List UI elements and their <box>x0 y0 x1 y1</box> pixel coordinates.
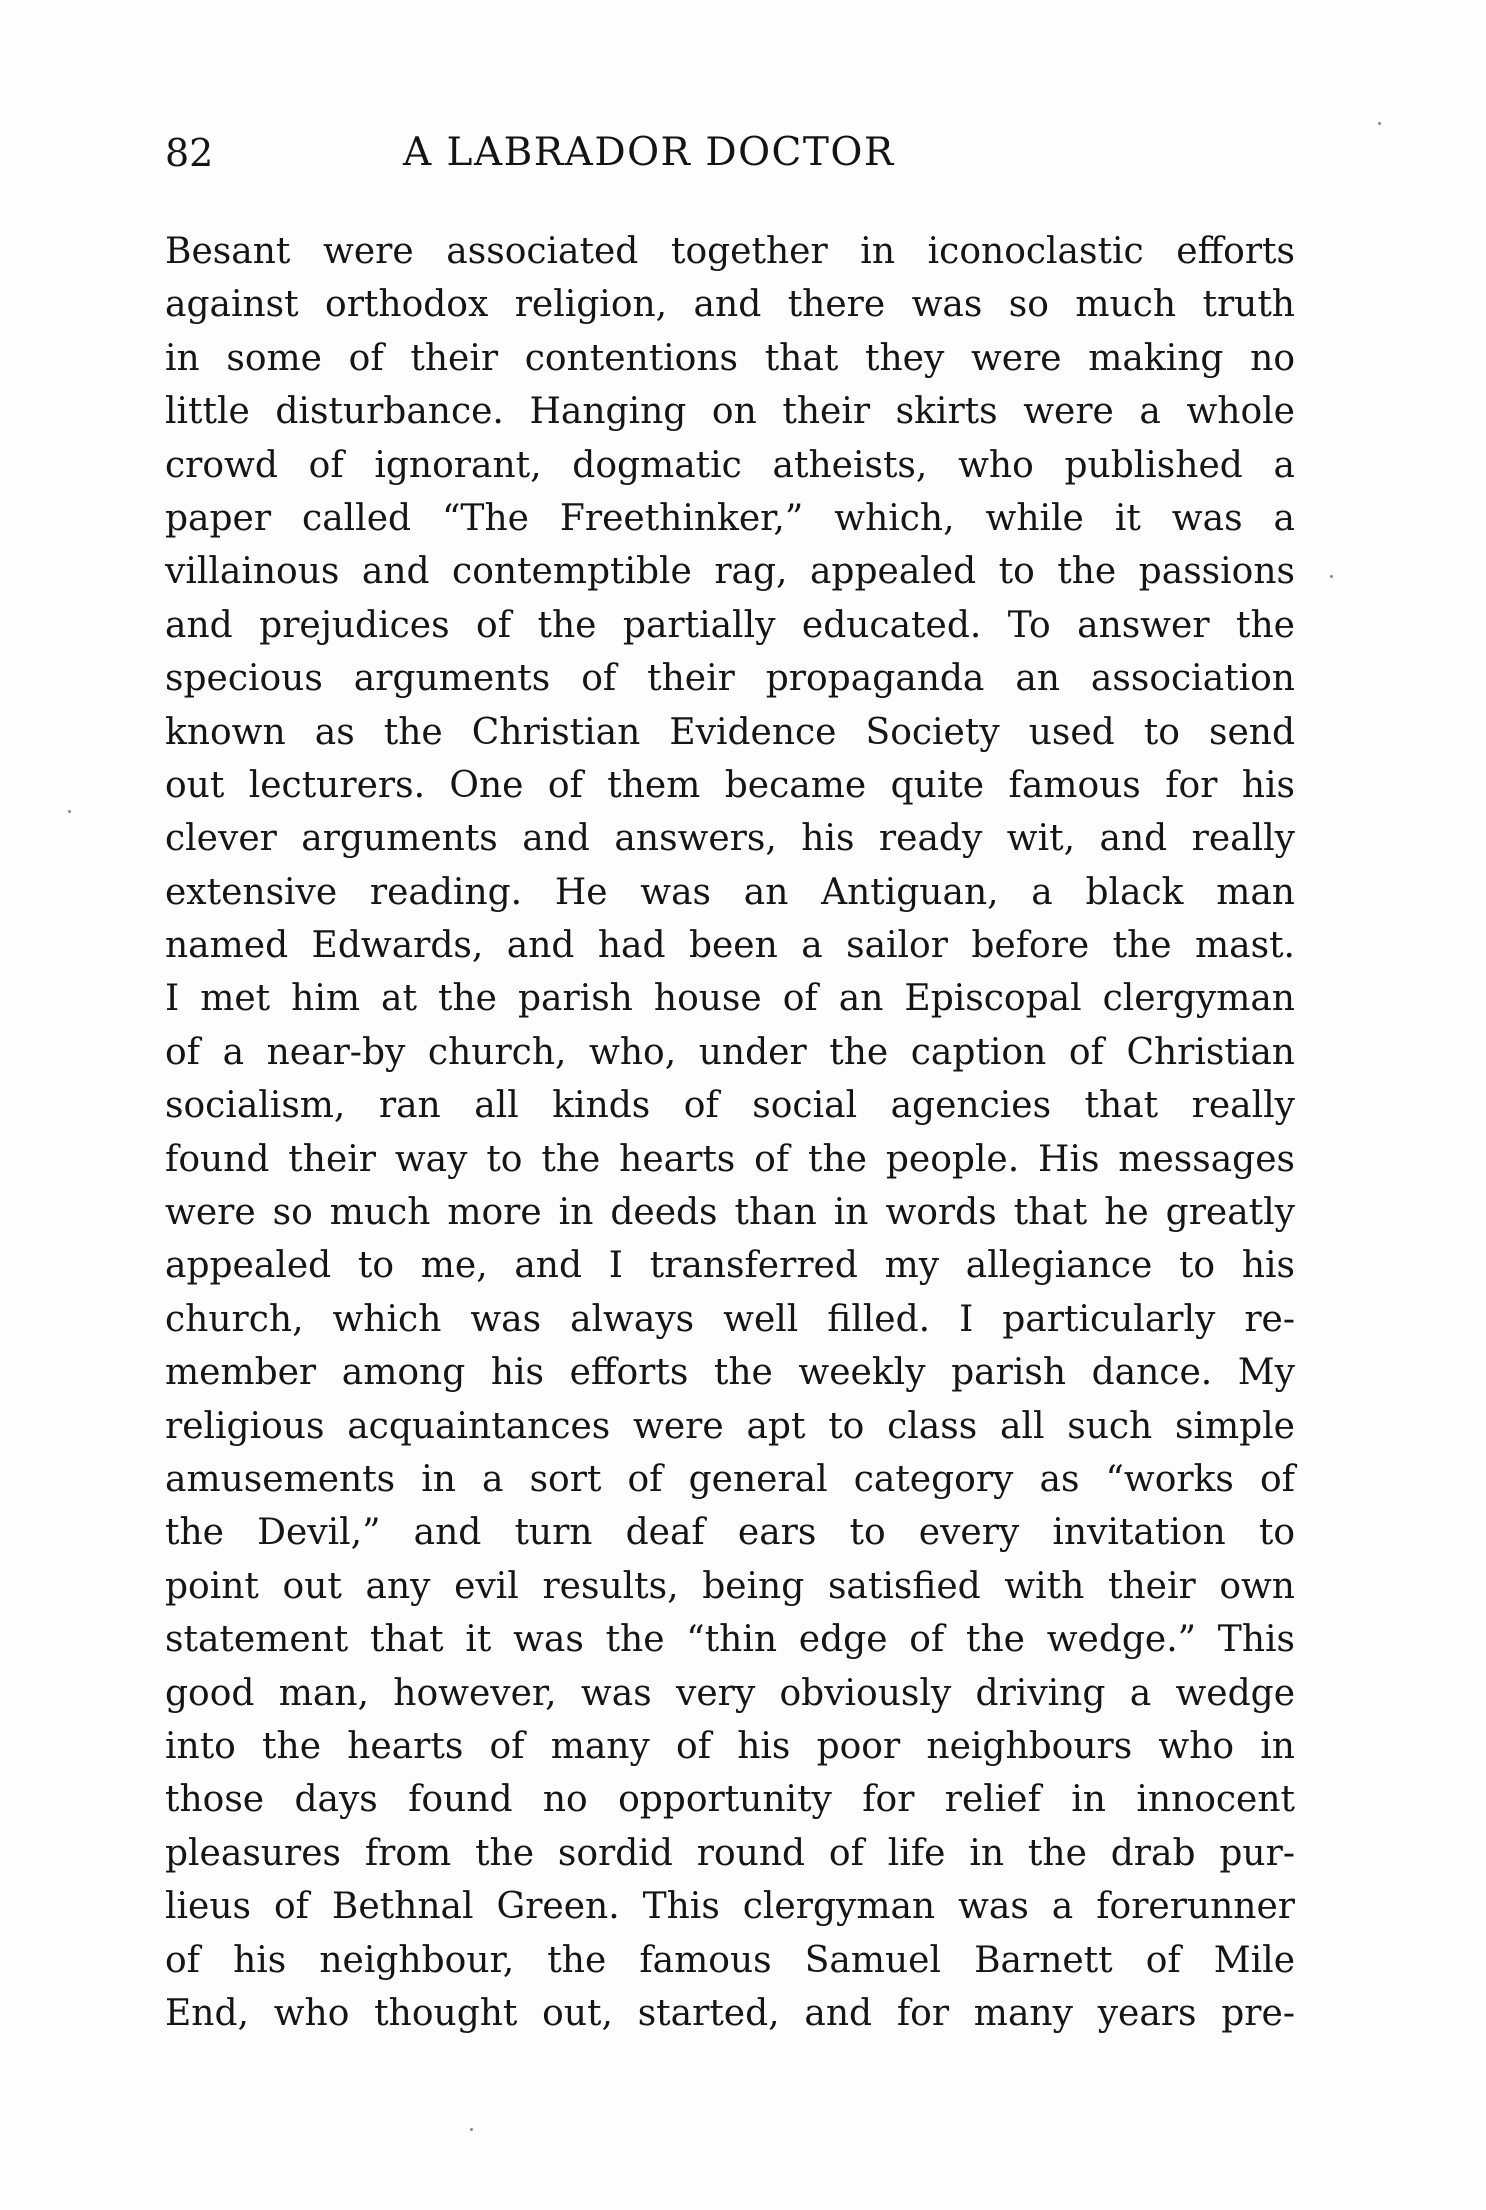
paper-speck <box>1378 122 1381 125</box>
text-line: into the hearts of many of his poor neighbours who in <box>165 1725 1295 1767</box>
text-line: against orthodox religion, and there was so much truth <box>165 284 1295 326</box>
text-line: statement that it was the “thin edge of the wedge.” This <box>165 1619 1295 1661</box>
text-line: were so much more in deeds than in words that he greatly <box>165 1192 1295 1234</box>
text-line: in some of their contentions that they were making no <box>165 337 1295 379</box>
text-line: amusements in a sort of general category as “works of <box>165 1458 1295 1500</box>
text-line: crowd of ignorant, dogmatic atheists, who published a <box>165 444 1295 486</box>
text-line: I met him at the parish house of an Episcopal clergyman <box>165 978 1295 1020</box>
text-line: appealed to me, and I transferred my allegiance to his <box>165 1245 1295 1287</box>
text-line: specious arguments of their propaganda an association <box>165 658 1295 700</box>
text-line: End, who thought out, started, and for many years pre- <box>165 1992 1295 2034</box>
text-line: good man, however, was very obviously driving a wedge <box>165 1672 1295 1714</box>
text-line: paper called “The Freethinker,” which, while it was a <box>165 497 1295 539</box>
paper-speck <box>1330 575 1333 578</box>
page-header <box>165 128 1325 188</box>
paper-speck <box>68 810 71 813</box>
text-line: pleasures from the sordid round of life in the drab pur- <box>165 1832 1295 1874</box>
text-line: clever arguments and answers, his ready wit, and really <box>165 818 1295 860</box>
text-line: those days found no opportunity for relief in innocent <box>165 1779 1295 1821</box>
text-line: extensive reading. He was an Antiguan, a black man <box>165 871 1295 913</box>
paper-speck <box>470 2128 473 2131</box>
text-line: known as the Christian Evidence Society used to send <box>165 711 1295 753</box>
page-number: 82 <box>165 131 214 175</box>
text-line: of a near-by church, who, under the caption of Christian <box>165 1031 1295 1073</box>
text-line: out lecturers. One of them became quite famous for his <box>165 764 1295 806</box>
text-line: found their way to the hearts of the people. His messages <box>165 1138 1295 1180</box>
text-line: member among his efforts the weekly parish dance. My <box>165 1352 1295 1394</box>
text-line: and prejudices of the partially educated. To answer the <box>165 604 1295 646</box>
text-line: villainous and contemptible rag, appealed to the passions <box>165 551 1295 593</box>
running-title: A LABRADOR DOCTOR <box>403 130 895 175</box>
text-line: socialism, ran all kinds of social agencies that really <box>165 1085 1295 1127</box>
text-line: named Edwards, and had been a sailor before the mast. <box>165 925 1295 967</box>
body-text <box>165 225 1295 2040</box>
text-line: little disturbance. Hanging on their skirts were a whole <box>165 391 1295 433</box>
text-line: Besant were associated together in iconoclastic efforts <box>165 231 1295 272</box>
text-line: church, which was always well filled. I particularly re- <box>165 1298 1295 1340</box>
text-line: the Devil,” and turn deaf ears to every invitation to <box>165 1512 1295 1554</box>
text-line: of his neighbour, the famous Samuel Barnett of Mile <box>165 1939 1295 1981</box>
text-line: religious acquaintances were apt to class all such simple <box>165 1405 1295 1447</box>
text-line: point out any evil results, being satisfied with their own <box>165 1565 1295 1607</box>
text-line: lieus of Bethnal Green. This clergyman was a forerunner <box>165 1886 1295 1928</box>
